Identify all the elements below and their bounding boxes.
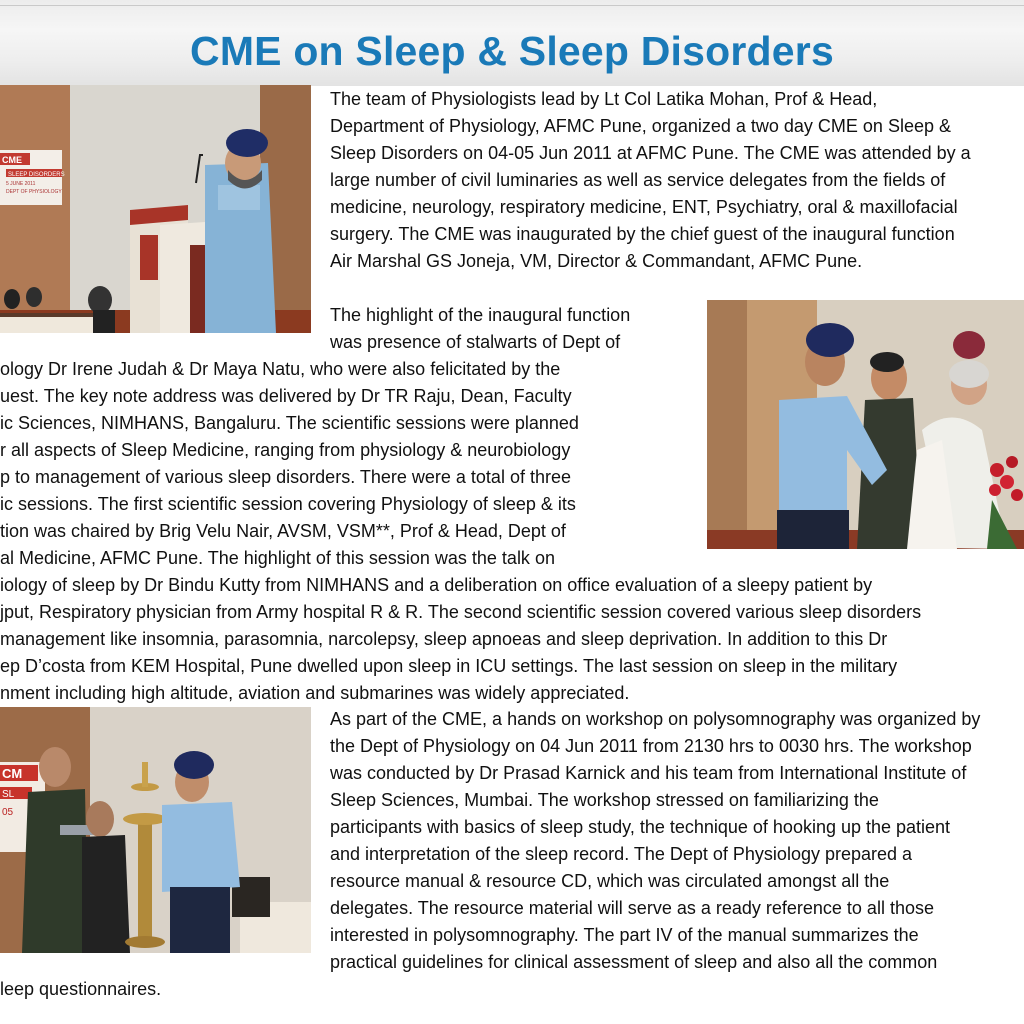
text-line: resource manual & resource CD, which was circulated amongst all the	[330, 871, 890, 891]
text-line: jput, Respiratory physician from Army hospital R & R. The second scientific session covered various sleep disorders	[0, 602, 922, 622]
text-line: interested in polysomnography. The part IV of the manual summarizes the	[330, 925, 919, 945]
photo-speaker-at-podium	[0, 85, 311, 333]
text-line: iology of sleep by Dr Bindu Kutty from NIMHANS and a deliberation on office evaluation of a sleepy patient by	[0, 575, 873, 595]
photo-lamp-lighting	[0, 707, 311, 953]
text-line: r all aspects of Sleep Medicine, ranging from physiology & neurobiology	[0, 440, 571, 460]
text-line: nment including high altitude, aviation and submarines was widely appreciated.	[0, 683, 630, 703]
text-line: The team of Physiologists lead by Lt Col Latika Mohan, Prof & Head,	[330, 89, 878, 109]
photo-felicitation-shawl	[707, 300, 1024, 549]
text-line: leep questionnaires.	[0, 979, 162, 999]
text-line: delegates. The resource material will serve as a ready reference to all those	[330, 898, 934, 918]
svg-text:5 JUNE 2011: 5 JUNE 2011	[6, 181, 36, 187]
svg-text:DEPT OF PHYSIOLOGY: DEPT OF PHYSIOLOGY	[6, 189, 62, 195]
text-line: management like insomnia, parasomnia, narcolepsy, sleep apnoeas and sleep deprivation. In addition to this Dr	[0, 629, 888, 649]
text-line: participants with basics of sleep study, the technique of hooking up the patient	[330, 817, 951, 837]
text-line: al Medicine, AFMC Pune. The highlight of this session was the talk on	[0, 548, 555, 568]
svg-text:SLEEP DISORDERS: SLEEP DISORDERS	[8, 172, 65, 178]
text-line: As part of the CME, a hands on workshop on polysomnography was organized by	[330, 709, 981, 729]
text-line: practical guidelines for clinical assessment of sleep and also all the common	[330, 952, 938, 972]
text-line: medicine, neurology, respiratory medicine, ENT, Psychiatry, oral & maxillofacial	[330, 197, 958, 217]
text-line: p to management of various sleep disorders. There were a total of three	[0, 467, 571, 487]
text-line: Sleep Disorders on 04-05 Jun 2011 at AFMC Pune. The CME was attended by a	[330, 143, 971, 163]
text-line: tion was chaired by Brig Velu Nair, AVSM, VSM**, Prof & Head, Dept of	[0, 521, 566, 541]
text-line: ic Sciences, NIMHANS, Bangaluru. The scientific sessions were planned	[0, 413, 579, 433]
svg-text:05: 05	[2, 807, 14, 818]
svg-text:CME: CME	[2, 155, 22, 165]
text-line: was conducted by Dr Prasad Karnick and his team from International Institute of	[330, 763, 967, 783]
page-title: CME on Sleep & Sleep Disorders	[190, 28, 834, 74]
text-line: uest. The key note address was delivered by Dr TR Raju, Dean, Faculty	[0, 386, 572, 406]
text-line: Department of Physiology, AFMC Pune, organized a two day CME on Sleep &	[330, 116, 951, 136]
text-line: the Dept of Physiology on 04 Jun 2011 from 2130 hrs to 0030 hrs. The workshop	[330, 736, 972, 756]
text-line: and interpretation of the sleep record. The Dept of Physiology prepared a	[330, 844, 913, 864]
text-line: was presence of stalwarts of Dept of	[330, 332, 621, 352]
text-line: The highlight of the inaugural function	[330, 305, 631, 325]
text-line: Air Marshal GS Joneja, VM, Director & Commandant, AFMC Pune.	[330, 251, 863, 271]
text-line: Sleep Sciences, Mumbai. The workshop stressed on familiarizing the	[330, 790, 879, 810]
text-line: surgery. The CME was inaugurated by the chief guest of the inaugural function	[330, 224, 955, 244]
svg-text:CM: CM	[2, 766, 23, 781]
text-line: ic sessions. The first scientific session covering Physiology of sleep & its	[0, 494, 576, 514]
text-line: ep D’costa from KEM Hospital, Pune dwelled upon sleep in ICU settings. The last session on sleep in the military	[0, 656, 898, 676]
text-line: large number of civil luminaries as well as service delegates from the fields of	[330, 170, 946, 190]
text-line: ology Dr Irene Judah & Dr Maya Natu, who were also felicitated by the	[0, 359, 561, 379]
header-rule	[0, 5, 1024, 6]
svg-text:SL: SL	[2, 789, 15, 800]
